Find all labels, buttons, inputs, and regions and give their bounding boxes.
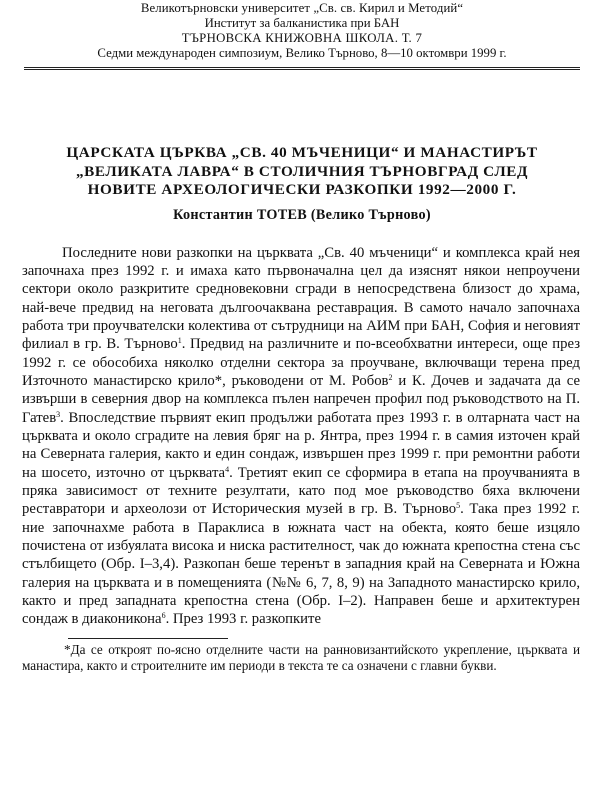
- footnote-ref: 3: [56, 409, 61, 419]
- body-text-segment: и К. Дочев и задачата да се извърши в северния двор на комплекса пълен напречен профил под ръководството на П. Гатев: [22, 372, 580, 426]
- title-line-1: ЦАРСКАТА ЦЪРКВА „СВ. 40 МЪЧЕНИЦИ“ И МАНАСТИРЪТ: [66, 144, 538, 161]
- header-divider: [24, 67, 580, 70]
- header-symposium: Седми международен симпозиум, Велико Търново, 8—10 октомври 1999 г.: [97, 46, 507, 60]
- body-paragraph: [22, 244, 582, 629]
- body-text-segment: . През 1993 г. разкопките: [165, 611, 321, 628]
- footnote-ref: 2: [388, 372, 393, 382]
- footnote-ref: 4: [225, 464, 230, 474]
- footnote-ref: 1: [177, 336, 182, 346]
- body-text-segment: . Така през 1992 г. ние започнахме работа в Параклиса в южната част на обекта, която беше изцяло почистена от избуялата висока и ниска растителност, чак до южната крепостна стена със стълбището (Обр. I–3,4). Разкопан беше теренът в западния край на Северната и Южна галерия на църквата и в помещенията (№№ 6, 7, 8, 9) на Западното манастирско крило, както и пред западната крепостна стена (Обр. I–2). Направен беше и архитектурен сондаж в диаконикона: [22, 501, 580, 628]
- running-header: [22, 0, 582, 61]
- body-text-segment: . Впоследствие първият екип продължи работата през 1993 г. в олтарната част на църквата и около сградите на левия бряг на р. Янтра, през 1994 г. в самия източен край на Северната галерия, както и един сондаж, извършен през 1999 г. при ремонтни работи на шосето, източно от църквата: [22, 409, 580, 481]
- footnote-separator: [68, 638, 228, 639]
- title-line-2: „ВЕЛИКАТА ЛАВРА“ В СТОЛИЧНИЯ ТЪРНОВГРАД СЛЕД: [75, 162, 529, 180]
- header-series-title: ТЪРНОВСКА КНИЖОВНА ШКОЛА. Т. 7: [181, 31, 423, 45]
- footnote: *Да се откроят по-ясно отделните части на ранновизантийското укрепление, църквата и манастира, както и строителните им периоди в текста те са означени с главни букви.: [22, 641, 580, 673]
- body-text-segment: Последните нови разкопки на църквата „Св. 40 мъченици“ и комплекса край нея започнаха през 1992 г. и имаха като първоначална цел да изяснят някои непроучени сектори около разкритите средновековни сгради в непосредствена близост до храма, най-вече предвид на неговата дългоочаквана реставрация. В самото начало започнаха работа три проучвателски колектива от сътрудници на АИМ при БАН, София и неговият филиал в гр. В. Търново: [22, 244, 580, 353]
- footnote-ref: 6: [161, 611, 166, 621]
- footnote-ref: 5: [456, 501, 461, 511]
- header-institute: Институт за балканистика при БАН: [204, 16, 400, 30]
- body-text-segment: . Третият екип се сформира в етапа на проучванията в пряка зависимост от техните резултати, като под мое ръководство бяха включени реставратори и археолози от Историческия музей в гр. В. Търново: [22, 464, 580, 518]
- article-title: [22, 144, 582, 200]
- header-university: Великотърновски университет „Св. св. Кирил и Методий“: [140, 1, 464, 15]
- body-text-segment: . Предвид на различните и по-всеобхватни интереси, още през 1992 г. се обособиха няколко отделни сектора за проучване, включващи терена пред Източното манастирско крило*, ръководени от М. Робов: [22, 336, 581, 389]
- title-line-3: НОВИТЕ АРХЕОЛОГИЧЕСКИ РАЗКОПКИ 1992—2000 Г.: [87, 181, 517, 198]
- article-author: Константин ТОТЕВ (Велико Търново): [173, 206, 431, 223]
